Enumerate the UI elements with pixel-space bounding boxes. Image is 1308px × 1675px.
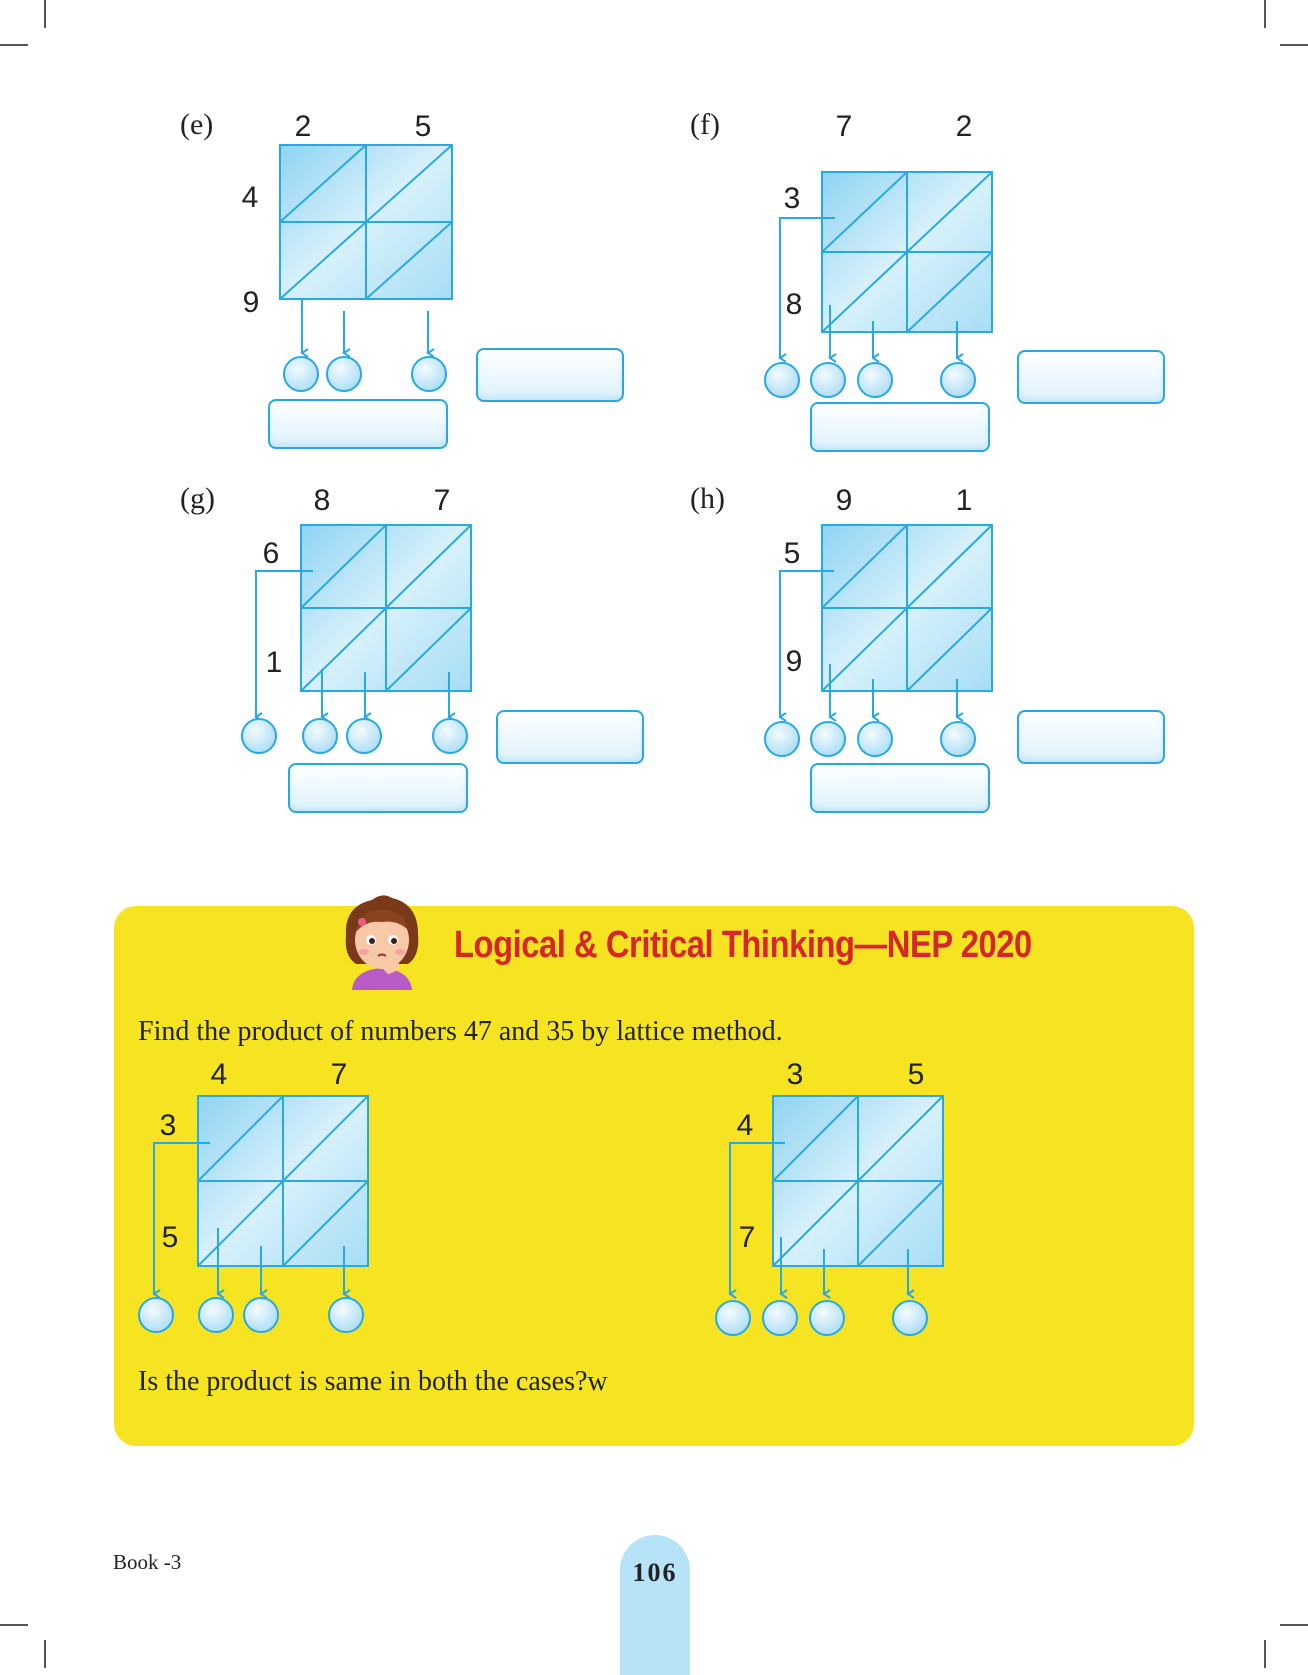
- top-digit: 7: [835, 110, 853, 143]
- top-digit: 5: [907, 1058, 925, 1091]
- left-digit: 3: [783, 182, 801, 215]
- crop-mark: [1264, 1640, 1266, 1668]
- crop-mark: [1280, 44, 1308, 46]
- left-digit: 4: [241, 181, 259, 214]
- crop-mark: [1280, 1624, 1308, 1626]
- lattice-grid: [280, 145, 452, 385]
- left-digit: 8: [785, 288, 803, 321]
- top-digit: 2: [294, 110, 312, 143]
- activity-question: Find the product of numbers 47 and 35 by lattice method.: [138, 1016, 783, 1047]
- answer-box[interactable]: [496, 710, 644, 764]
- left-digit: 5: [161, 1221, 179, 1254]
- problem-label: (h): [690, 482, 725, 515]
- girl-thinking-illustration: [338, 890, 426, 990]
- answer-box[interactable]: [476, 348, 624, 402]
- answer-box[interactable]: [268, 399, 448, 449]
- answer-box[interactable]: [810, 402, 990, 452]
- problem-label: (f): [690, 108, 720, 141]
- digit-circle[interactable]: [244, 1298, 278, 1332]
- crop-mark: [1264, 0, 1266, 28]
- digit-circle[interactable]: [139, 1298, 173, 1332]
- digit-circle[interactable]: [941, 722, 975, 756]
- activity-title: Logical & Critical Thinking—NEP 2020: [454, 924, 1032, 966]
- top-digit: 9: [835, 484, 853, 517]
- digit-circle[interactable]: [433, 719, 467, 753]
- digit-circle[interactable]: [199, 1298, 233, 1332]
- top-digit: 2: [955, 110, 973, 143]
- digit-circle[interactable]: [347, 719, 381, 753]
- left-digit: 6: [262, 537, 280, 570]
- lattice-grid: [712, 1094, 948, 1336]
- left-digit: 9: [785, 645, 803, 678]
- left-digit: 3: [159, 1109, 177, 1142]
- left-digit: 4: [736, 1109, 754, 1142]
- left-digit: 9: [242, 286, 260, 319]
- crop-mark: [0, 1624, 28, 1626]
- problem-label: (e): [180, 108, 214, 141]
- lattice-grid: [136, 1094, 372, 1334]
- problem-label: (g): [180, 482, 215, 515]
- digit-circle[interactable]: [810, 1301, 844, 1335]
- digit-circle[interactable]: [303, 719, 337, 753]
- activity-followup: Is the product is same in both the cases?w: [138, 1366, 608, 1397]
- answer-box[interactable]: [1017, 710, 1165, 764]
- top-digit: 5: [414, 110, 432, 143]
- left-digit: 1: [265, 646, 283, 679]
- lattice-grid: [240, 524, 476, 756]
- lattice-grid: [760, 524, 996, 758]
- digit-circle[interactable]: [329, 1298, 363, 1332]
- digit-circle[interactable]: [327, 357, 361, 391]
- top-digit: 8: [313, 484, 331, 517]
- top-digit: 3: [786, 1058, 804, 1091]
- answer-box[interactable]: [1017, 350, 1165, 404]
- top-digit: 7: [433, 484, 451, 517]
- lattice-grid: [760, 171, 996, 397]
- digit-circle[interactable]: [284, 357, 318, 391]
- digit-circle[interactable]: [763, 1301, 797, 1335]
- left-digit: 7: [738, 1221, 756, 1254]
- digit-circle[interactable]: [765, 363, 799, 397]
- digit-circle[interactable]: [893, 1301, 927, 1335]
- digit-circle[interactable]: [941, 363, 975, 397]
- crop-mark: [44, 1640, 46, 1668]
- digit-circle[interactable]: [811, 722, 845, 756]
- crop-mark: [44, 0, 46, 28]
- digit-circle[interactable]: [716, 1301, 750, 1335]
- top-digit: 7: [330, 1058, 348, 1091]
- top-digit: 4: [210, 1058, 228, 1091]
- digit-circle[interactable]: [765, 722, 799, 756]
- left-digit: 5: [783, 537, 801, 570]
- book-label: Book -3: [113, 1550, 182, 1574]
- digit-circle[interactable]: [242, 719, 276, 753]
- digit-circle[interactable]: [858, 363, 892, 397]
- page-number: 106: [632, 1558, 678, 1587]
- digit-circle[interactable]: [858, 722, 892, 756]
- answer-box[interactable]: [288, 763, 468, 813]
- digit-circle[interactable]: [412, 357, 446, 391]
- top-digit: 1: [955, 484, 973, 517]
- page-number-tab: [620, 1535, 690, 1675]
- answer-box[interactable]: [810, 763, 990, 813]
- crop-mark: [0, 44, 28, 46]
- digit-circle[interactable]: [811, 363, 845, 397]
